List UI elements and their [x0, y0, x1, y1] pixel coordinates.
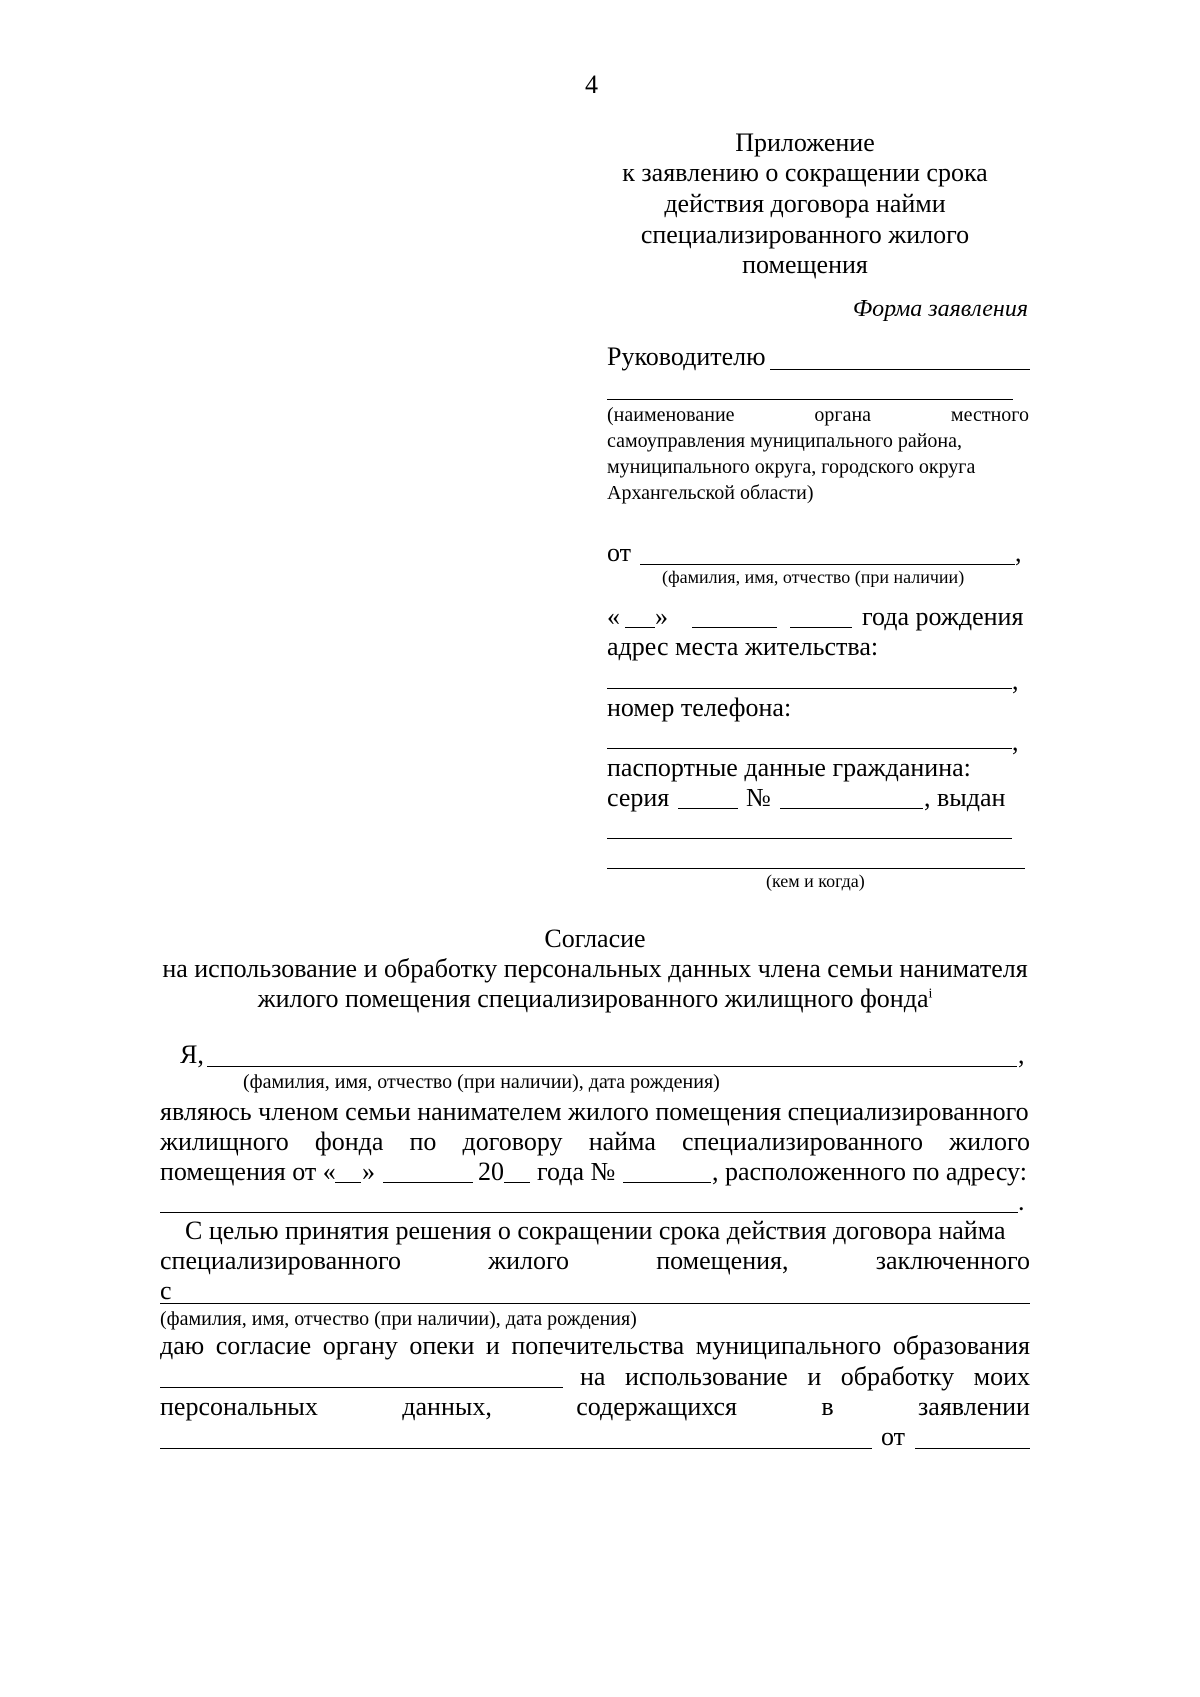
- appendix-line-1: к заявлению о сокращении срока: [622, 158, 988, 187]
- passport-label: паспортные данные гражданина:: [607, 753, 971, 782]
- p3-word: в: [821, 1392, 834, 1421]
- comma: ,: [1012, 727, 1019, 756]
- birth-year-blank[interactable]: [790, 627, 852, 628]
- tenant-name-caption: (фамилия, имя, отчество (при наличии), дата рождения): [160, 1308, 637, 1330]
- passport-number-blank[interactable]: [780, 808, 923, 809]
- p3-line-1: даю согласие органу опеки и попечительства муниципального образования: [160, 1331, 1030, 1360]
- p3-word: содержащихся: [576, 1392, 737, 1421]
- p2-line-2: [160, 1248, 1030, 1274]
- p1-line-1: являюсь членом семьи нанимателем жилого помещения специализированного: [160, 1097, 1029, 1126]
- applicant-name-blank[interactable]: [640, 564, 1015, 565]
- phone-label: номер телефона:: [607, 693, 792, 722]
- application-date-blank[interactable]: [915, 1448, 1030, 1449]
- issued-caption: (кем и когда): [766, 871, 865, 891]
- p2-word: специализированного: [160, 1246, 401, 1275]
- application-blank[interactable]: [160, 1448, 872, 1449]
- addressee-label: Руководителю: [607, 342, 766, 371]
- p3-word: заявлении: [918, 1392, 1030, 1421]
- address-blank[interactable]: [160, 1212, 1018, 1213]
- consent-subtitle-2-text: жилого помещения специализированного жилищного фонда: [257, 984, 929, 1013]
- authority-note-word: органа: [814, 404, 872, 426]
- p3-line-2: на использование и обработку моих: [580, 1362, 1030, 1391]
- p2-line-1: С целью принятия решения о сокращении срока действия договора найма: [185, 1216, 1006, 1245]
- addressee-blank[interactable]: [770, 369, 1030, 370]
- p1-line-3-d: года №: [537, 1157, 616, 1186]
- applicant-name-caption: (фамилия, имя, отчество (при наличии): [662, 567, 965, 587]
- authority-note-line-4: Архангельской области): [607, 482, 814, 504]
- consent-subtitle-2: [160, 986, 1030, 1012]
- contract-month-blank[interactable]: [383, 1182, 473, 1183]
- authority-blank[interactable]: [607, 399, 1013, 400]
- authority-note-text: самоуправления муниципального района,: [607, 430, 963, 452]
- from-label: от: [607, 538, 632, 567]
- authority-note-line-1: [607, 404, 1029, 427]
- birth-month-blank[interactable]: [692, 627, 777, 628]
- issued-by-blank-1[interactable]: [607, 838, 1012, 839]
- appendix-line-2: действия договора найми: [664, 189, 946, 218]
- p2-word: помещения,: [656, 1246, 789, 1275]
- p2-word: жилого: [488, 1246, 570, 1275]
- appendix-line-3: специализированного жилого: [640, 220, 970, 249]
- comma: ,: [1012, 666, 1019, 695]
- p1-line-2: жилищного фонда по договору найма специализированного жилого: [160, 1127, 1030, 1156]
- p3-word: персональных: [160, 1392, 318, 1421]
- p2-line-3: с: [160, 1276, 172, 1305]
- contract-year-blank[interactable]: [504, 1182, 530, 1183]
- member-name-caption: (фамилия, имя, отчество (при наличии), дата рождения): [243, 1071, 720, 1093]
- period: .: [1018, 1187, 1025, 1216]
- p1-line-3-c: 20: [478, 1157, 504, 1186]
- passport-series-blank[interactable]: [678, 808, 738, 809]
- p3-word: данных,: [402, 1392, 492, 1421]
- contract-number-blank[interactable]: [623, 1182, 711, 1183]
- birth-day-blank[interactable]: [625, 627, 655, 628]
- consent-title: Согласие: [544, 924, 646, 953]
- phone-blank[interactable]: [607, 748, 1012, 749]
- consent-subtitle-1: на использование и обработку персональных данных члена семьи нанимателя: [162, 954, 1028, 983]
- p3-line-3: [160, 1394, 1030, 1420]
- comma: ,: [1015, 538, 1022, 567]
- authority-note-word: местного: [950, 404, 1029, 426]
- birth-close-quote: »: [655, 602, 668, 631]
- p1-line-3-a: помещения от «: [160, 1157, 336, 1186]
- i-label: Я,: [180, 1040, 204, 1069]
- municipality-blank[interactable]: [160, 1387, 563, 1388]
- issued-label: , выдан: [924, 783, 1006, 812]
- comma: ,: [1018, 1040, 1025, 1069]
- tenant-name-blank[interactable]: [160, 1303, 1030, 1304]
- member-name-blank[interactable]: [207, 1066, 1017, 1067]
- p2-word: заключенного: [875, 1246, 1030, 1275]
- p1-line-3-e: , расположенного по адресу:: [712, 1157, 1027, 1186]
- issued-by-blank-2[interactable]: [607, 868, 1025, 869]
- series-label: серия: [607, 783, 670, 812]
- appendix-title: Приложение: [735, 128, 875, 157]
- page-number: 4: [585, 70, 598, 99]
- authority-note-line-3: муниципального округа, городского округа: [607, 456, 976, 478]
- birth-open-quote: «: [607, 602, 620, 631]
- p3-from-label: от: [881, 1422, 906, 1451]
- number-sign: №: [746, 783, 771, 812]
- appendix-line-4: помещения: [742, 250, 868, 279]
- residence-blank[interactable]: [607, 688, 1012, 689]
- birth-suffix: года рождения: [862, 602, 1024, 631]
- p1-line-3-b: »: [362, 1157, 375, 1186]
- contract-day-blank[interactable]: [335, 1182, 361, 1183]
- authority-note-word: (наименование: [607, 404, 735, 426]
- footnote-mark: i: [928, 986, 933, 1002]
- authority-note-line-2: [607, 431, 1029, 451]
- form-label: Форма заявления: [852, 296, 1028, 322]
- residence-label: адрес места жительства:: [607, 632, 879, 661]
